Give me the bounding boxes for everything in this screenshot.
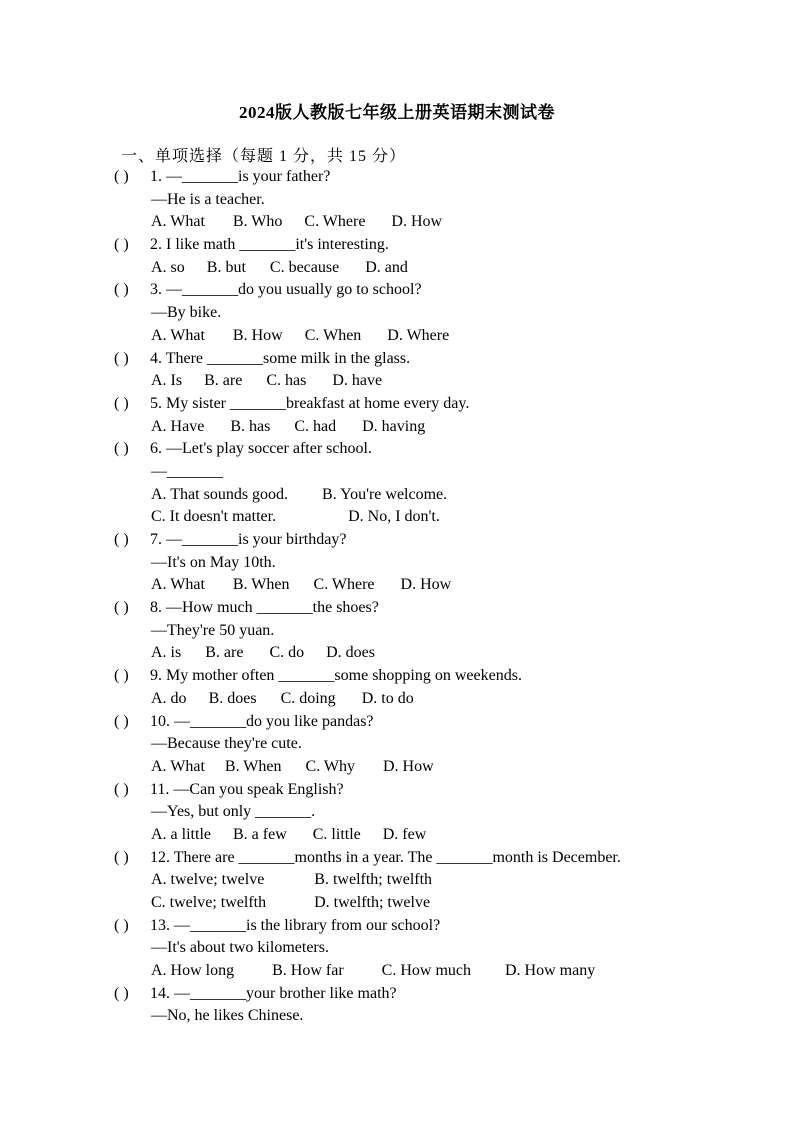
options-row [114,688,774,711]
dialogue-line: —By bike. [151,304,222,322]
answer-option: D. to do [361,689,414,707]
answer-option: B. does [208,689,257,707]
answer-blank: ( ) [114,531,129,548]
answer-option: D. having [362,417,426,435]
question-stem-line [114,711,774,734]
answer-option: B. Who [232,213,283,231]
options-row [114,824,774,847]
options-row [114,574,774,597]
answer-option: D. few [382,825,427,843]
dialogue-line: —They're 50 yuan. [151,621,275,639]
answer-option: A. twelve; twelve [151,871,265,889]
question-item [114,234,774,279]
answer-blank: ( ) [114,440,129,458]
answer-option: C. doing [280,689,336,707]
dialogue-line: —He is a teacher. [151,190,265,208]
answer-option: D. have [332,372,383,390]
question-stem: 6. —Let's play soccer after school. [150,440,372,458]
answer-option: A. Have [151,417,205,435]
question-item [114,529,774,597]
dialogue-line: —Because they're cute. [151,735,302,753]
question-stem-line [114,665,774,688]
options-row [114,325,774,348]
answer-option: B. When [232,576,290,594]
answer-option: D. and [365,258,408,276]
answer-blank: ( ) [114,599,129,617]
answer-option: B. You're welcome. [322,485,448,503]
question-item [114,983,774,1028]
question-item [114,665,774,710]
question-stem: 3. —_______do you usually go to school? [150,281,422,299]
answer-blank: ( ) [114,916,129,934]
question-stem-line [114,348,774,371]
question-stem: 9. My mother often _______some shopping on weekends. [150,667,522,685]
question-item [114,438,774,529]
options-row [114,211,774,234]
question-item [114,279,774,347]
answer-option: B. When [224,757,282,775]
answer-option: B. twelfth; twelfth [314,871,433,889]
answer-option: D. No, I don't. [348,508,440,526]
question-stem-line [114,983,774,1006]
answer-option: B. but [206,258,246,276]
question-stem-line [114,529,774,552]
question-list [114,166,774,1028]
answer-blank: ( ) [114,236,129,254]
dialogue-line: —No, he likes Chinese. [151,1007,304,1025]
options-row [114,892,774,915]
answer-blank: ( ) [114,281,129,299]
dialogue-line: —_______ [151,462,223,480]
answer-blank: ( ) [114,168,129,185]
question-stem: 12. There are _______months in a year. The _______month is December. [150,848,621,866]
answer-option: A. so [151,258,185,276]
question-stem: 4. There _______some milk in the glass. [150,349,411,367]
dialogue-line: —It's about two kilometers. [151,939,329,957]
options-row [114,642,774,665]
question-item [114,393,774,438]
answer-blank: ( ) [114,848,129,866]
dialogue-line: —Yes, but only _______. [151,803,316,821]
question-stem: 10. —_______do you like pandas? [150,712,374,730]
answer-option: D. does [326,644,375,662]
question-stem-line [114,234,774,257]
question-stem: 5. My sister _______breakfast at home every day. [150,394,470,412]
answer-option: C. because [269,258,340,276]
answer-option: A. How long [151,962,235,980]
answer-option: D. How [400,576,452,594]
answer-option: A. is [151,644,182,662]
question-item [114,779,774,847]
answer-option: B. are [205,644,244,662]
answer-option: A. What [151,576,205,594]
options-row [114,370,774,393]
options-row [114,869,774,892]
question-item [114,711,774,779]
question-item [114,348,774,393]
options-row [114,756,774,779]
dialogue-line: —It's on May 10th. [151,553,276,571]
question-item [114,915,774,983]
section-heading: 一、单项选择（每题 1 分，共 15 分） [121,148,407,165]
answer-option: D. Where [387,326,450,344]
question-stem-line [114,393,774,416]
answer-option: B. are [204,372,243,390]
answer-option: B. a few [232,825,287,843]
question-stem: 8. —How much _______the shoes? [150,599,379,617]
answer-option: C. little [312,825,361,843]
question-stem-line [114,597,774,620]
answer-option: C. Where [313,576,375,594]
question-item [114,166,774,234]
question-stem: 11. —Can you speak English? [150,780,344,798]
answer-option: D. How [391,213,443,231]
answer-option: C. How much [381,962,471,980]
answer-option: C. had [294,417,337,435]
answer-option: A. That sounds good. [151,485,289,503]
answer-option: A. What [151,757,205,775]
options-row [114,416,774,439]
question-stem-line [114,915,774,938]
answer-option: D. How [383,757,434,775]
options-row [114,960,774,983]
answer-blank: ( ) [114,394,129,412]
answer-option: C. Why [305,757,355,775]
answer-blank: ( ) [114,712,129,730]
question-stem-line [114,279,774,302]
answer-option: C. Where [304,213,366,231]
answer-blank: ( ) [114,667,129,685]
options-row [114,257,774,280]
options-row [114,484,774,507]
answer-option: D. twelfth; twelve [314,894,431,911]
question-stem-line [114,438,774,461]
question-stem: 2. I like math _______it's interesting. [150,236,389,254]
question-stem-line [114,166,774,189]
answer-blank: ( ) [114,349,129,367]
question-item [114,597,774,665]
options-row [114,506,774,529]
answer-option: D. How many [504,962,596,980]
page-title: 2024版人教版七年级上册英语期末测试卷 [239,103,555,122]
answer-option: A. a little [151,825,211,843]
answer-option: B. has [230,417,271,435]
question-stem: 1. —_______is your father? [150,168,331,185]
answer-option: A. do [151,689,187,707]
answer-option: C. It doesn't matter. [151,508,277,526]
question-item [114,847,774,915]
answer-option: A. Is [151,372,183,390]
answer-blank: ( ) [114,984,129,1002]
question-stem: 7. —_______is your birthday? [150,531,347,548]
answer-option: C. do [269,644,305,662]
question-stem: 13. —_______is the library from our school? [150,916,441,934]
answer-option: C. twelve; twelfth [151,894,267,911]
answer-option: A. What [151,326,205,344]
answer-blank: ( ) [114,780,129,798]
question-stem-line [114,779,774,802]
answer-option: C. When [304,326,362,344]
question-stem: 14. —_______your brother like math? [150,984,397,1002]
answer-option: B. How [232,326,283,344]
answer-option: C. has [266,372,307,390]
answer-option: A. What [151,213,205,231]
answer-option: B. How far [272,962,344,980]
question-stem-line [114,847,774,870]
